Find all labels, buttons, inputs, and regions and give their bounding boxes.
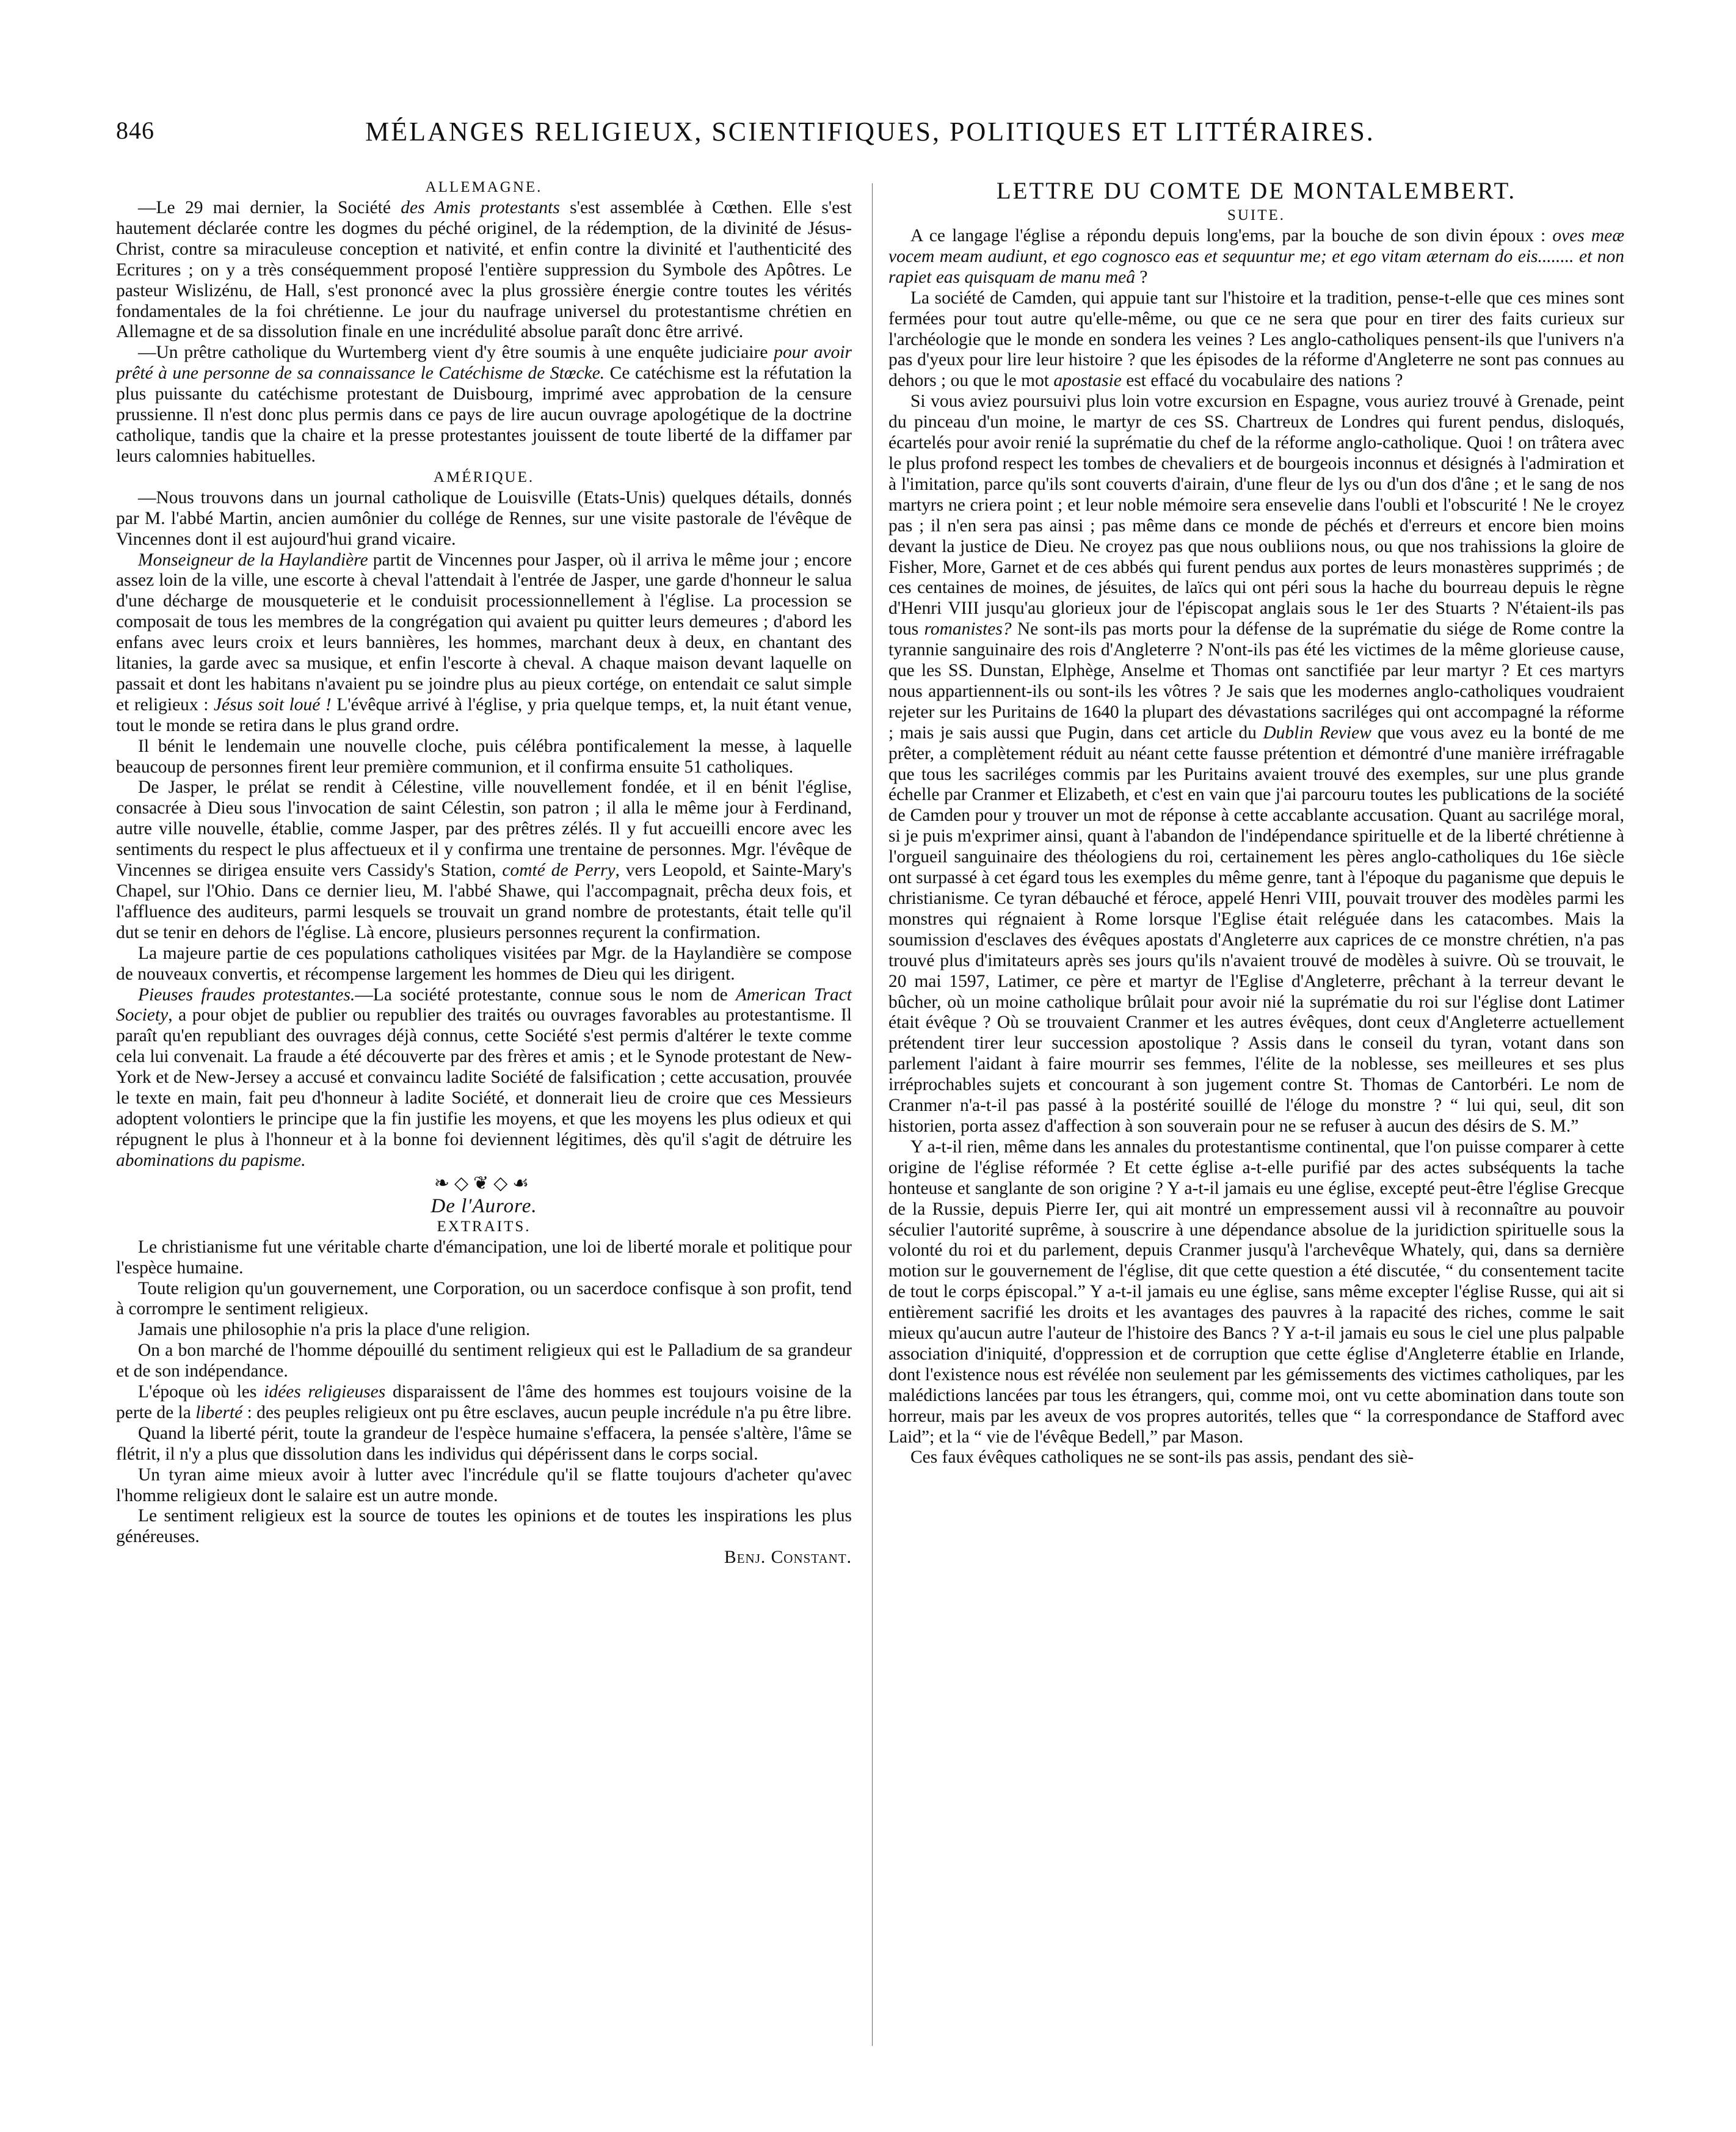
running-title: MÉLANGES RELIGIEUX, SCIENTIFIQUES, POLITIQUES ET LITTÉRAIRES. [365, 117, 1375, 147]
left-column [116, 177, 852, 1568]
section-heading-allemagne: ALLEMAGNE. [425, 179, 543, 195]
paragraph: L'époque où les idées religieuses disparaissent de l'âme des hommes est toujours voisine de la perte de la liberté : des peuples religieux ont pu être esclaves, aucun peuple incrédule n'a pu être libre. [116, 1382, 852, 1422]
paragraph: Ces faux évêques catholiques ne se sont-ils pas assis, pendant des siè- [910, 1447, 1414, 1468]
ornament-divider: ❧◇❦◇☙ [434, 1173, 534, 1193]
page-number: 846 [116, 117, 154, 144]
paragraph: On a bon marché de l'homme dépouillé du sentiment religieux qui est le Palladium de sa grandeur et de son indépendance. [116, 1341, 852, 1381]
paragraph: Le sentiment religieux est la source de toutes les opinions et de toutes les inspirations les plus généreuses. [116, 1506, 852, 1547]
paragraph: Toute religion qu'un gouvernement, une Corporation, ou un sacerdoce confisque à son profit, tend à corrompre le sentiment religieux. [116, 1278, 852, 1319]
paragraph: A ce langage l'église a répondu depuis long'ems, par la bouche de son divin époux : oves meæ vocem meam audiunt, et ego cognosco eas et sequuntur me; et ego vitam æternam do eis........ et non rapiet eas quisquam de manu meâ ? [888, 226, 1624, 287]
article-title-aurore: De l'Aurore. [430, 1195, 537, 1217]
paragraph: Pieuses fraudes protestantes.—La société protestante, connue sous le nom de American Tract Society, a pour objet de publier ou republier des traités ou ouvrages favorables au protestantisme. Il paraît qu'en republiant des ouvrages déjà connus, cette Société s'est permis d'altérer le texte comme cela lui convenait. La fraude a été découverte par des frères et amis ; et le Synode protestant de New-York et de New-Jersey a accusé et convaincu ladite Société de falsification ; cette accusation, prouvée le texte en main, fait peu d'honneur à ladite Société, et donnerait lieu de croire que ces Messieurs adoptent volontiers le principe que la fin justifie les moyens, et que les moyens les plus odieux et qui répugnent le plus à l'honneur et à la bonne foi deviennent légitimes, dès qu'il s'agit de détruire les abominations du papisme. [116, 984, 852, 1170]
paragraph: Il bénit le lendemain une nouvelle cloche, puis célébra pontificalement la messe, à laquelle beaucoup de personnes firent leur première communion, et il confirma ensuite 51 catholiques. [116, 736, 852, 777]
paragraph: —Nous trouvons dans un journal catholique de Louisville (Etats-Unis) quelques détails, donnés par M. l'abbé Martin, ancien aumônier du collége de Rennes, sur une visite pastorale de l'évêque de Vincennes dont il est aujourd'hui grand vicaire. [116, 487, 852, 549]
author-signature: Benj. Constant. [724, 1548, 852, 1568]
section-heading-extraits: EXTRAITS. [437, 1218, 531, 1235]
paragraph: La société de Camden, qui appuie tant sur l'histoire et la tradition, pense-t-elle que ces mines sont fermées pour tout autre qu'elle-même, ou que ce ne sera que pour en tirer des faits curieux sur l'archéologie que le monde en sondera les veines ? Les anglo-catholiques pensent-ils que l'univers n'a pas d'yeux pour lire leur histoire ? que les épisodes de la réforme d'Angleterre ne sont pas connues au dehors ; ou que le mot apostasie est effacé du vocabulaire des nations ? [888, 288, 1624, 391]
paragraph: —Le 29 mai dernier, la Société des Amis protestants s'est assemblée à Cœthen. Elle s'est hautement déclarée contre les dogmes du péché originel, de la rédemption, de la divinité de Jésus-Christ, contre sa miraculeuse conception et nativité, et enfin contre la divinité et l'authenticité des Ecritures ; on y a très conséquemment proposé l'entière suppression du Symbole des Apôtres. Le pasteur Wislizénu, de Hall, s'est prononcé avec la plus grossière énergie contre toutes les vérités fondamentales de la foi chrétienne. Le jour du naufrage universel du protestantisme chrétien en Allemagne et de sa dissolution finale en une incrédulité absolue paraît donc être arrivé. [116, 198, 852, 342]
paragraph: Quand la liberté périt, toute la grandeur de l'espèce humaine s'effacera, la pensée s'altère, l'âme se flétrit, il n'y a plus que dissolution dans les individus qui dépérissent dans le corps social. [116, 1423, 852, 1464]
paragraph: —Un prêtre catholique du Wurtemberg vient d'y être soumis à une enquête judiciaire pour avoir prêté à une personne de sa connaissance le Catéchisme de Stœcke. Ce catéchisme est la réfutation la plus puissante du catéchisme protestant de Duisbourg, imprimé avec approbation de la censure prussienne. Il n'est donc plus permis dans ce pays de lire aucun ouvrage apologétique de la doctrine catholique, tandis que la chaire et la presse protestantes jouissent de toute liberté de la diffamer par leurs calomnies habituelles. [116, 343, 852, 466]
paragraph: Le christianisme fut une véritable charte d'émancipation, une loi de liberté morale et politique pour l'espèce humaine. [116, 1237, 852, 1278]
paragraph: Jamais une philosophie n'a pris la place d'une religion. [138, 1320, 531, 1340]
paragraph: Un tyran aime mieux avoir à lutter avec l'incrédule qu'il se flatte toujours d'acheter qu'avec l'homme religieux dont le salaire est un autre monde. [116, 1464, 852, 1505]
right-column [888, 177, 1624, 1468]
paragraph: Y a-t-il rien, même dans les annales du protestantisme continental, que l'on puisse comparer à cette origine de l'église réformée ? Et cette église a-t-elle purifié par des actes subséquents la tache honteuse et sanglante de son origine ? Y a-t-il jamais eu une église, excepté peut-être l'église Grecque de la Russie, depuis Pierre Ier, qui ait montré un empressement aussi vil à reconnaître au pouvoir séculier l'autorité suprême, à souscrire à une dépendance absolue de la juridiction spirituelle sous la volonté du roi et du parlement, depuis Cranmer jusqu'à l'archevêque Whately, qui, dans sa dernière motion sur le gouvernement de l'église, dit que cette question a été discutée, “ du consentement tacite de tout le corps épiscopal.” Y a-t-il jamais eu une église, sans même excepter l'église Russe, qui ait si entièrement sacrifié les droits et les avantages des pauvres à la rapacité des riches, comme le sait mieux qu'aucun autre l'auteur de l'histoire des Bancs ? Y a-t-il jamais eu sous le ciel une plus palpable association d'iniquité, d'oppression et de corruption que cette église d'Angleterre établie en Irlande, dont l'existence nous est révélée non seulement par les gémissements des victimes catholiques, par les malédictions lancées par tous les étrangers, qui, comme moi, ont vu cette abomination dans toute son horreur, mais par les aveux de vos propres autorités, telles que “ la correspondance de Stafford avec Laid”; et la “ vie de l'évêque Bedell,” par Mason. [888, 1137, 1624, 1447]
paragraph: Monseigneur de la Haylandière partit de Vincennes pour Jasper, où il arriva le même jour ; encore assez loin de la ville, une escorte à cheval l'attendait à l'entrée de Jasper, une garde d'honneur le salua d'une décharge de mousqueterie et le conduisit processionnellement à l'église. La procession se composait de tous les membres de la congrégation qui avaient pu quitter leurs demeures ; d'abord les enfans avec leurs croix et leurs bannières, les hommes, marchant deux à deux, en chantant des litanies, la garde avec sa musique, et enfin l'escorte à cheval. A chaque maison devant laquelle on passait et dont les habitans n'avaient pu se joindre plus au pieux cortége, on entendait ce salut simple et religieux : Jésus soit loué ! L'évêque arrivé à l'église, y pria quelque temps, et, la nuit étant venue, tout le monde se retira dans le plus grand ordre. [116, 550, 852, 735]
column-divider [872, 183, 873, 2046]
paragraph: Si vous aviez poursuivi plus loin votre excursion en Espagne, vous auriez trouvé à Grenade, peint du pinceau d'un moine, le martyr de ces SS. Chartreux de Londres qui furent pendus, disloqués, écartelés pour avoir renié la suprématie du chef de la réforme anglo-catholique. Quoi ! on trâtera avec le plus profond respect les tombes de chevaliers et de bourgeois inconnus et désignés à l'admiration et à l'imitation, parce qu'ils sont couverts d'airain, d'une fleur de lys ou d'un dos d'âne ; et le sang de nos martyrs ne criera point ; et leur noble mémoire sera ensevelie dans l'oubli et l'obscurité ! Ne le croyez pas ; il n'en sera pas ainsi ; pas même dans ce monde de péchés et d'erreurs et encore bien moins devant la justice de Dieu. Ne croyez pas que nous oubliions nous, ou que nos trahissions la gloire de Fisher, More, Garnet et de ces abbés qui furent pendus aux portes de leurs monastères supprimés ; de ces centaines de moines, de jésuites, de laïcs qui ont péri sous la hache du bourreau depuis le règne d'Henri VIII jusqu'au glorieux jour de l'épiscopat anglais sous le 1er des Stuarts ? N'étaient-ils pas tous romanistes? Ne sont-ils pas morts pour la défense de la suprématie du siége de Rome contre la tyrannie sanguinaire des rois d'Angleterre ? N'ont-ils pas été les victimes de la même glorieuse cause, que les SS. Dunstan, Elphège, Anselme et Thomas ont sanctifiée par leur martyr ? Et ces martyrs nous appartiennent-ils ou sont-ils les vôtres ? Je sais que les modernes anglo-catholiques voudraient rejeter sur les Puritains de 1640 la plupart des dévastations sacriléges qui ont accompagné la réforme ; mais je sais aussi que Pugin, dans cet article du Dublin Review que vous avez eu la bonté de me prêter, a complètement réduit au néant cette fausse prétention et démontré d'une manière irréfragable que tous les sacriléges commis par les Puritains avaient trouvé des exemples, sur une plus grande échelle par Cranmer et Elizabeth, et c'est en vain que j'ai parcouru toutes les publications de la société de Camden pour y trouver un mot de réponse à cette accablante accusation. Quant au sacrilége moral, si je puis m'exprimer ainsi, quant à l'abandon de l'indépendance spirituelle et de la liberté chrétienne à l'orgueil sanguinaire des théologiens du roi, certainement les pères anglo-catholiques du 16e siècle ont surpassé à cet égard tous les exemples du même genre, tant à l'époque du paganisme que depuis le christianisme. Ce tyran débauché et féroce, appelé Henri VIII, pouvait trouver des modèles parmi les monstres qui régnaient à Rome lorsque l'Eglise était reléguée dans les catacombes. Mais la soumission d'esclaves des évêques apostats d'Angleterre aux caprices de ce monstre chrétien, n'a pas trouvé plus d'imitateurs après ses jours qu'ils n'avaient trouvé de modèles à suivre. Où se trouvait, le 20 mai 1597, Latimer, ce père et martyr de l'Eglise d'Angleterre, prêchant à la terreur devant le bûcher, où un moine catholique brûlait pour avoir nié la suprématie du roi sur l'église dont Latimer était évêque ? Où se trouvaient Cranmer et les autres évêques, dont ceux d'Angleterre actuellement prétendent tirer leur succession apostolique ? Assis dans le conseil du tyran, votant dans son parlement l'aidant à faire mourrir ses femmes, l'élite de la noblesse, ses meilleures et ses plus irréprochables sujets et concourant à son jugement contre St. Thomas de Cantorbéri. Le nom de Cranmer n'a-t-il pas passé à la postérité souillé de l'éloge du monstre ? “ lui qui, seul, dit son historien, porta assez d'affection à son souverain pour ne se refuser à aucun des désirs de S. M.” [888, 391, 1624, 1136]
page-header [116, 116, 1624, 153]
section-heading-amerique: AMÉRIQUE. [433, 468, 535, 486]
paragraph: De Jasper, le prélat se rendit à Célestine, ville nouvellement fondée, et il en bénit l'église, consacrée à Dieu sous l'invocation de saint Célestin, son patron ; il alla le même jour à Ferdinand, autre ville nouvelle, établie, comme Jasper, par des prêtres zélés. Il y fut accueilli encore avec les sentiments du respect le plus affectueux et il y confirma une trentaine de personnes. Mgr. l'évêque de Vincennes se dirigea ensuite vers Cassidy's Station, comté de Perry, vers Leopold, et Sainte-Mary's Chapel, sur l'Ohio. Dans ce dernier lieu, M. l'abbé Shawe, qui l'accompagnait, prêcha deux fois, et l'affluence des auditeurs, parmi lesquels se trouvait un grand nombre de protestants, était telle qu'il dut se tenir en dehors de l'église. Là encore, plusieurs personnes reçurent la confirmation. [116, 777, 852, 942]
article-title-montalembert: LETTRE DU COMTE DE MONTALEMBERT. [996, 178, 1517, 204]
section-heading-suite: SUITE. [1227, 207, 1286, 224]
paragraph: La majeure partie de ces populations catholiques visitées par Mgr. de la Haylandière se compose de nouveaux convertis, et récompense largement les hommes de Dieu qui les dirigent. [116, 943, 852, 984]
